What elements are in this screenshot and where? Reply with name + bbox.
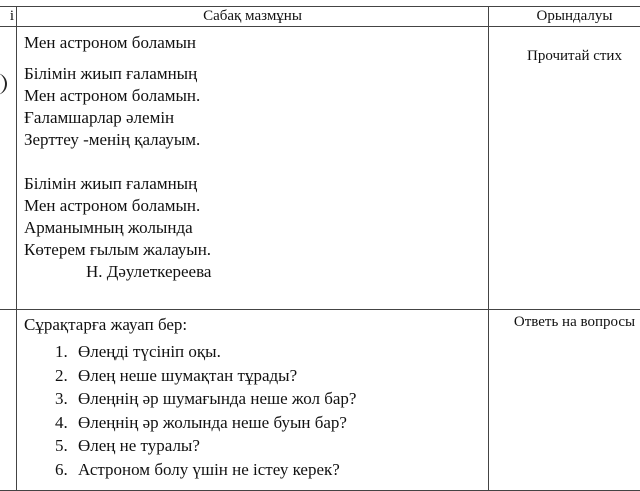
question-item: 5. Өлең не туралы? xyxy=(72,434,488,458)
question-item: 3. Өлеңнің әр шумағында неше жол бар? xyxy=(72,387,488,411)
poem-line: Мен астроном боламын. xyxy=(24,85,488,107)
question-item: 4. Өлеңнің әр жолында неше буын бар? xyxy=(72,411,488,435)
poem-stanza-2 xyxy=(24,173,488,261)
table-row xyxy=(0,27,640,310)
time-cell xyxy=(0,310,17,491)
header-action: Орындалуы xyxy=(489,7,640,27)
question-item: 1. Өлеңді түсініп оқы. xyxy=(72,340,488,364)
poem-line: Ғаламшарлар әлемін xyxy=(24,107,488,129)
questions-list xyxy=(24,340,488,481)
poem-stanza-1 xyxy=(24,63,488,151)
action-text: Ответь на вопросы xyxy=(489,310,640,331)
table-header-row xyxy=(0,7,640,27)
question-item: 6. Астроном болу үшін не істеу керек? xyxy=(72,458,488,482)
content-cell xyxy=(17,310,489,491)
poem-line: Білімін жиып ғаламның xyxy=(24,173,488,195)
poem-title: Мен астроном боламын xyxy=(24,32,488,54)
poem-line: Арманымның жолында xyxy=(24,217,488,239)
action-text: Прочитай стих xyxy=(489,27,640,65)
poem-line: Мен астроном боламын. xyxy=(24,195,488,217)
questions-title: Сұрақтарға жауап бер: xyxy=(24,314,488,336)
poem-line: Зерттеу -менің қалауым. xyxy=(24,129,488,151)
table-row xyxy=(0,310,640,491)
header-time: i xyxy=(0,7,17,27)
time-cell xyxy=(0,27,17,310)
content-cell xyxy=(17,27,489,310)
poem-line: Көтерем ғылым жалауын. xyxy=(24,239,488,261)
header-content: Сабақ мазмұны xyxy=(17,7,489,27)
action-cell xyxy=(489,310,640,491)
poem-line: Білімін жиып ғаламның xyxy=(24,63,488,85)
question-item: 2. Өлең неше шумақтан тұрады? xyxy=(72,364,488,388)
lesson-table xyxy=(0,6,640,491)
poem-author: Н. Дәулеткереева xyxy=(24,261,488,283)
action-cell xyxy=(489,27,640,310)
cropped-text-mark xyxy=(0,73,7,95)
